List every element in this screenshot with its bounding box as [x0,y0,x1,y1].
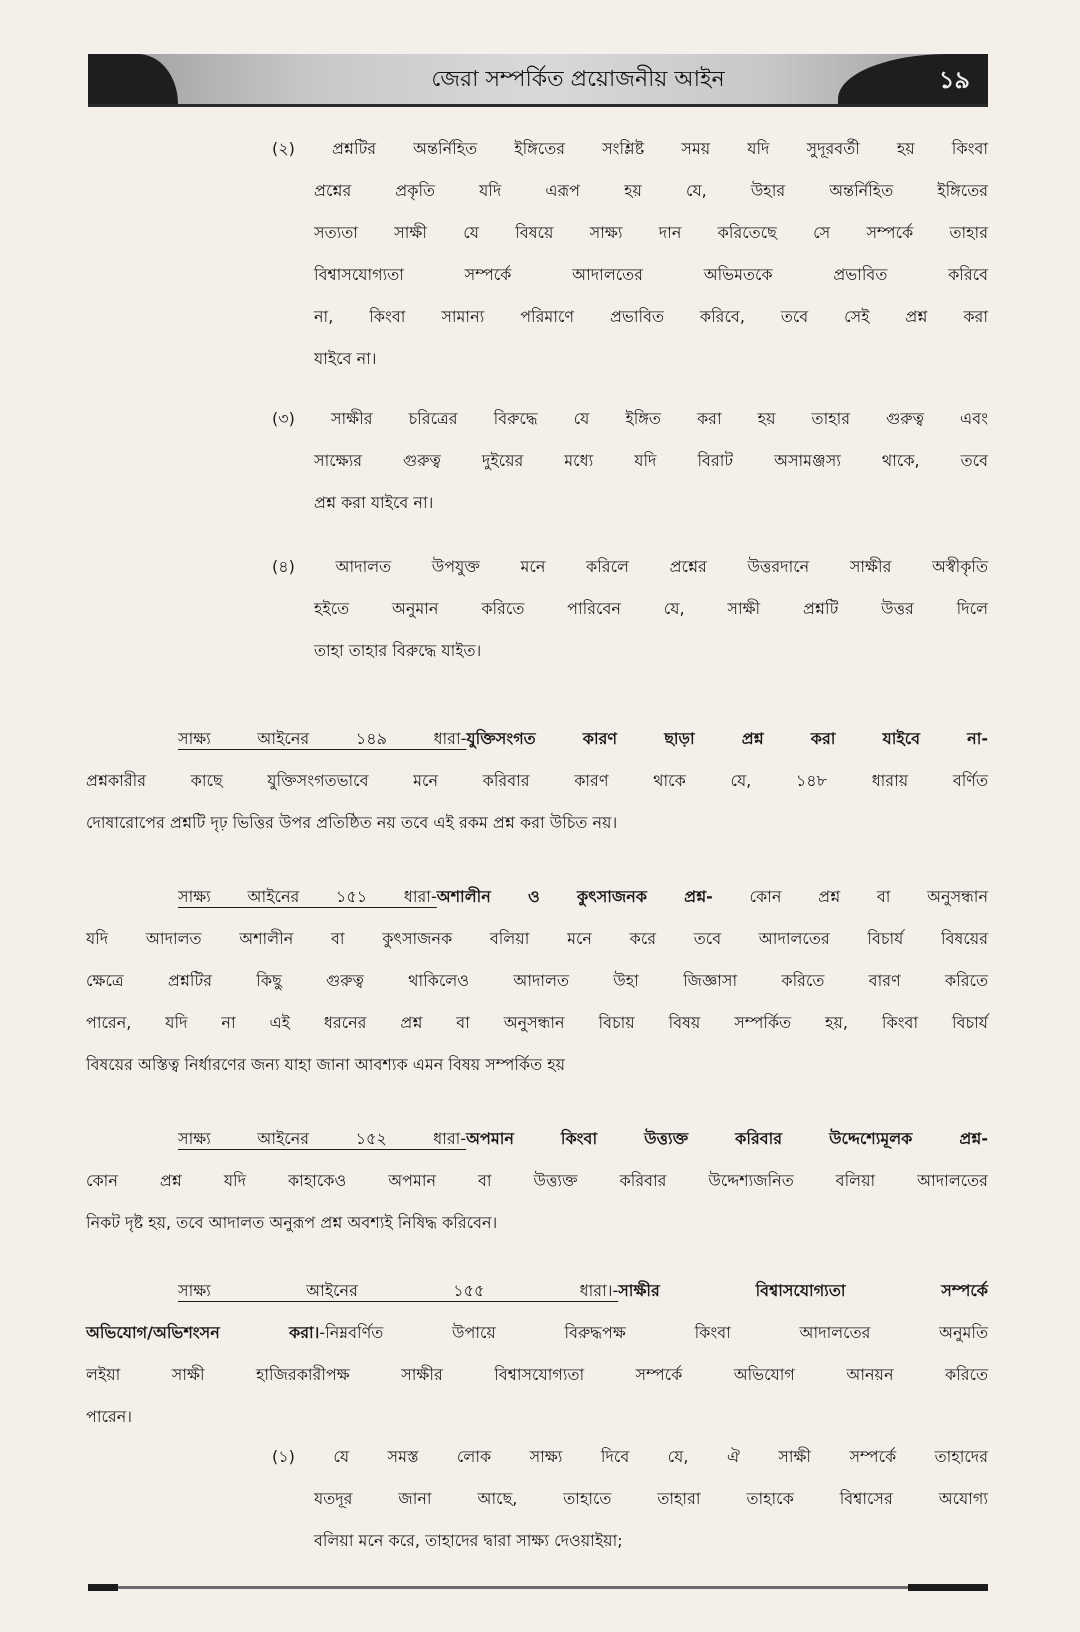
text-line: (২) প্রশ্নটির অন্তর্নিহিত ইঙ্গিতের সংশ্লিষ্ট সময় যদি সুদূরবর্তী হয় কিংবা [272,139,988,158]
text-line: (১) যে সমস্ত লোক সাক্ষ্য দিবে যে, ঐ সাক্ষী সম্পর্কে তাহাদের [272,1447,988,1466]
section-152 [86,1118,988,1244]
section-title: যুক্তিসংগত কারণ ছাড়া প্রশ্ন করা যাইবে না- [466,729,988,748]
text-line: বিশ্বাসযোগ্যতা সম্পর্কে আদালতের অভিমতকে প্রভাবিত করিবে [314,265,988,284]
text-line: সাক্ষ্যের গুরুত্ব দুইয়ের মধ্যে যদি বিরাট অসামঞ্জস্য থাকে, তবে [314,451,988,470]
clause-2 [272,128,988,380]
section-heading-cont [86,1312,988,1354]
text-line: পারেন, যদি না এই ধরনের প্রশ্ন বা অনুসন্ধান বিচায় বিষয় সম্পর্কিত হয়, কিংবা বিচার্য [86,1013,988,1032]
text-line: বলিয়া মনে করে, তাহাদের দ্বারা সাক্ষ্য দেওয়াইয়া; [314,1531,623,1550]
text-line: তাহা তাহার বিরুদ্ধে যাইত। [314,641,482,660]
text-line: প্রশ্নের প্রকৃতি যদি এরূপ হয় যে, উহার অন্তর্নিহিত ইঙ্গিতের [314,181,988,200]
text-line: দোষারোপের প্রশ্নটি দৃঢ় ভিত্তির উপর প্রতিষ্ঠিত নয় তবে এই রকম প্রশ্ন করা উচিত নয়। [86,813,618,832]
section-ref: সাক্ষ্য আইনের ১৪৯ ধারা- [178,729,467,748]
section-text: -নিম্নবর্ণিত উপায়ে বিরুদ্ধপক্ষ কিংবা আদালতের অনুমতি [319,1323,988,1342]
section-title: সাক্ষীর বিশ্বাসযোগ্যতা সম্পর্কে [618,1281,989,1300]
section-ref: সাক্ষ্য আইনের ১৫৫ ধারা।- [178,1281,619,1300]
footer-rule [88,1584,988,1594]
section-text: কোন প্রশ্ন বা অনুসন্ধান [712,887,988,906]
text-line: কোন প্রশ্ন যদি কাহাকেও অপমান বা উত্ত্যক্ত করিবার উদ্দেশ্যজনিত বলিয়া আদালতের [86,1171,988,1190]
section-149 [86,718,988,844]
section-title: অশালীন ও কুৎসাজনক প্রশ্ন- [436,887,713,906]
section-heading [86,876,988,918]
text-line: ক্ষেত্রে প্রশ্নটির কিছু গুরুত্ব থাকিলেও আদালত উহা জিজ্ঞাসা করিতে বারণ করিতে [86,971,988,990]
section-heading [86,718,988,760]
text-line: লইয়া সাক্ষী হাজিরকারীপক্ষ সাক্ষীর বিশ্বাসযোগ্যতা সম্পর্কে অভিযোগ আনয়ন করিতে [86,1365,988,1384]
text-line: পারেন। [86,1407,133,1426]
text-line: প্রশ্নকারীর কাছে যুক্তিসংগতভাবে মনে করিবার কারণ থাকে যে, ১৪৮ ধারায় বর্ণিত [86,771,988,790]
section-title: অভিযোগ/অভিশংসন করা। [86,1323,320,1342]
text-line: প্রশ্ন করা যাইবে না। [314,493,434,512]
section-155 [86,1270,988,1438]
text-line: (৩) সাক্ষীর চরিত্রের বিরুদ্ধে যে ইঙ্গিত করা হয় তাহার গুরুত্ব এবং [272,409,988,428]
header-title: জেরা সম্পর্কিত প্রয়োজনীয় আইন [431,67,725,92]
footer-right-bar [908,1584,988,1591]
page-number: ১৯ [938,66,970,94]
footer-line [88,1586,988,1589]
section-heading [86,1270,988,1312]
section-heading [86,1118,988,1160]
clause-4 [272,546,988,672]
footer-left-bar [88,1584,118,1591]
text-line: যাইবে না। [314,349,377,368]
section-ref: সাক্ষ্য আইনের ১৫১ ধারা- [178,887,437,906]
text-line: হইতে অনুমান করিতে পারিবেন যে, সাক্ষী প্রশ্নটি উত্তর দিলে [314,599,988,618]
text-line: (৪) আদালত উপযুক্ত মনে করিলে প্রশ্নের উত্তরদানে সাক্ষীর অস্বীকৃতি [272,557,988,576]
header-left-ornament [88,54,178,104]
section-title: অপমান কিংবা উত্ত্যক্ত করিবার উদ্দেশ্যেমূলক প্রশ্ন- [466,1129,989,1148]
text-line: যদি আদালত অশালীন বা কুৎসাজনক বলিয়া মনে করে তবে আদালতের বিচার্য বিষয়ের [86,929,988,948]
section-151 [86,876,988,1086]
section-ref: সাক্ষ্য আইনের ১৫২ ধারা- [178,1129,467,1148]
clause-1 [272,1436,988,1562]
text-line: বিষয়ের অস্তিত্ব নির্ধারণের জন্য যাহা জানা আবশ্যক এমন বিষয় সম্পর্কিত হয় [86,1055,566,1074]
text-line: নিকট দৃষ্ট হয়, তবে আদালত অনুরূপ প্রশ্ন অবশ্যই নিষিদ্ধ করিবেন। [86,1213,498,1232]
running-header [88,54,988,107]
text-line: সত্যতা সাক্ষী যে বিষয়ে সাক্ষ্য দান করিতেছে সে সম্পর্কে তাহার [314,223,988,242]
text-line: যতদূর জানা আছে, তাহাতে তাহারা তাহাকে বিশ্বাসের অযোগ্য [314,1489,988,1508]
text-line: না, কিংবা সামান্য পরিমাণে প্রভাবিত করিবে, তবে সেই প্রশ্ন করা [314,307,988,326]
clause-3 [272,398,988,524]
